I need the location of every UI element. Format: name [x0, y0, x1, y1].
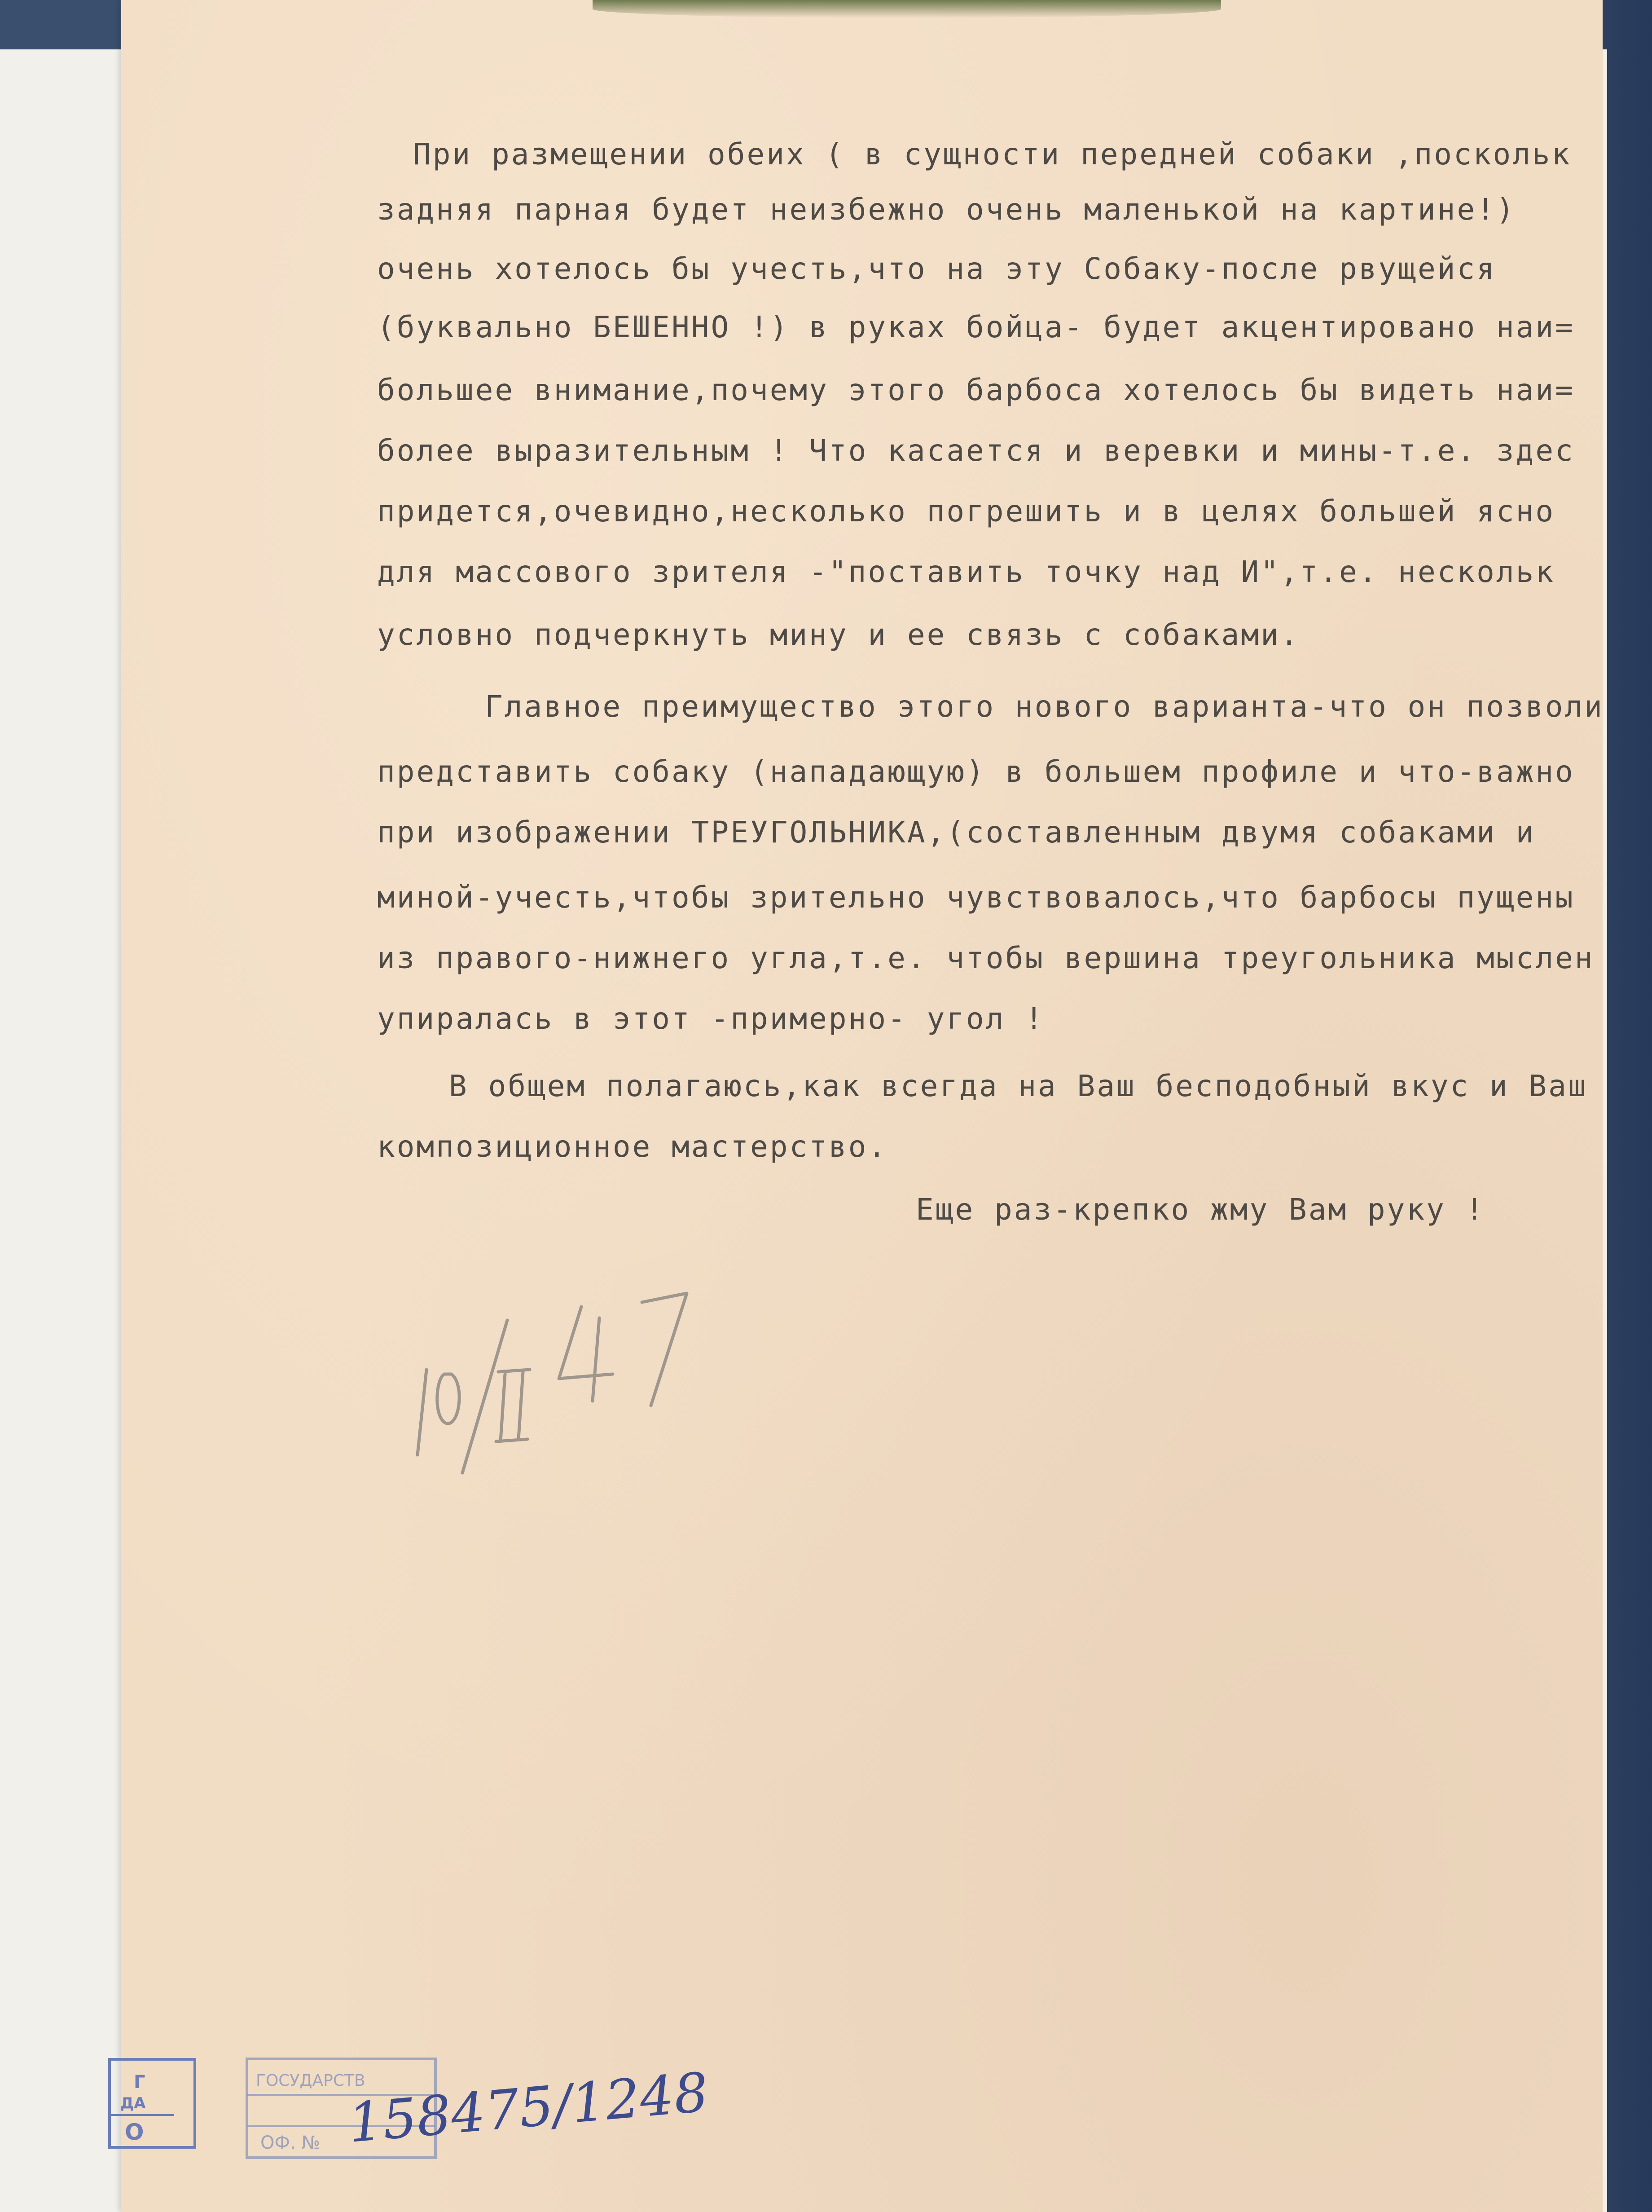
letter-line: композиционное мастерство. [377, 1129, 888, 1164]
letter-line: упиралась в этот -примерно- угол ! [377, 1001, 1045, 1036]
letter-line: придется,очевидно,несколько погрешить и в целях большей ясно [377, 494, 1555, 529]
letter-line: условно подчеркнуть мину и ее связь с собаками. [377, 617, 1300, 652]
letter-line: большее внимание,почему этого барбоса хотелось бы видеть наи= [377, 373, 1575, 407]
letter-line: миной-учесть,чтобы зрительно чувствовалось,что барбосы пущены [377, 880, 1575, 915]
letter-line: Главное преимущество этого нового варианта-что он позволи [485, 689, 1604, 724]
svg-text:158475/1248: 158475/1248 [346, 2061, 711, 2155]
letter-line: представить собаку (нападающую) в большем профиле и что-важно [377, 754, 1575, 789]
letter-line: для массового зрителя -"поставить точку над И",т.е. нескольк [377, 555, 1555, 589]
svg-text:О: О [125, 2119, 144, 2145]
archive-stamp [242, 2050, 711, 2171]
letter-line: задняя парная будет неизбежно очень маленькой на картине!) [377, 192, 1516, 227]
letter-line: При размещении обеих ( в сущности передней собаки ,поскольк [413, 137, 1572, 172]
letter-line: очень хотелось бы учесть,что на эту Собаку-после рвущейся [377, 251, 1496, 286]
svg-text:ОФ. №: ОФ. № [260, 2133, 320, 2153]
letter-line: (буквально БЕШЕННО !) в руках бойца- будет акцентировано наи= [377, 310, 1575, 344]
letter-closing: Еще раз-крепко жму Вам руку ! [916, 1192, 1485, 1227]
svg-text:Г: Г [134, 2072, 145, 2093]
svg-text:ГОСУДАРСТВ: ГОСУДАРСТВ [256, 2071, 365, 2090]
archive-stamp-fragment [107, 2057, 174, 2151]
svg-text:ДА: ДА [120, 2094, 146, 2112]
letter-line: из правого-нижнего угла,т.е. чтобы вершина треугольника мыслен [377, 941, 1595, 975]
letter-line: при изображении ТРЕУГОЛЬНИКА,(составленным двумя собаками и [377, 815, 1536, 850]
top-edge-shadow [593, 0, 1221, 18]
letter-line: более выразительным ! Что касается и веревки и мины-т.е. здес [377, 433, 1575, 468]
pencil-date-handwriting [409, 1230, 750, 1482]
letter-line: В общем полагаюсь,как всегда на Ваш бесподобный вкус и Ваш [449, 1069, 1588, 1103]
